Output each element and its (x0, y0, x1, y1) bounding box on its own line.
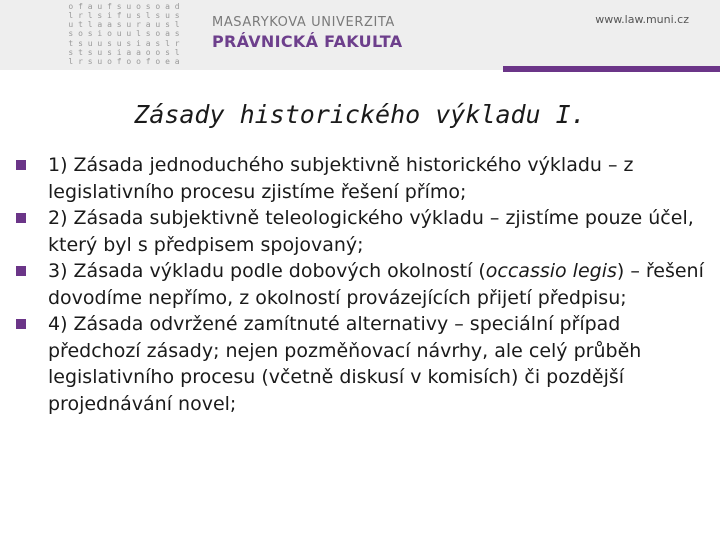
bullet-text-1: 1) Zásada jednoduchého subjektivně historického výkladu – z legislativního procesu zjistíme řešení přímo; (48, 154, 634, 203)
logo-glyph: t (68, 38, 74, 48)
logo-glyph: l (174, 20, 180, 30)
logo-glyph: u (87, 38, 93, 48)
logo-glyph: u (97, 2, 103, 11)
logo-glyph: o (155, 47, 161, 57)
logo-glyph: a (145, 20, 151, 30)
logo-glyph: i (136, 38, 141, 48)
logo-glyph: s (165, 20, 170, 30)
logo-glyph: o (155, 29, 161, 39)
logo-glyph: s (78, 38, 83, 48)
accent-bar (503, 66, 720, 72)
logo-glyph: t (78, 20, 83, 30)
logo-glyph: s (145, 2, 151, 11)
logo-glyph: s (107, 47, 112, 57)
logo-glyph: f (116, 56, 122, 66)
logo-glyph: s (87, 29, 93, 39)
logo-glyph: s (87, 56, 93, 66)
logo-glyph: i (97, 29, 103, 39)
logo-glyph: a (97, 20, 103, 30)
logo-glyph: u (116, 38, 122, 48)
logo-glyph: d (174, 2, 180, 11)
logo-glyph: l (68, 11, 74, 21)
bullet-item-1 (16, 152, 706, 205)
logo-glyph: o (136, 56, 141, 66)
logo-glyph: u (126, 11, 132, 21)
logo-glyph: l (165, 38, 170, 48)
logo-glyph: s (155, 11, 161, 21)
logo-glyph: s (165, 47, 170, 57)
logo-glyph: a (126, 47, 132, 57)
logo-glyph: s (155, 38, 161, 48)
logo-glyph: o (155, 56, 161, 66)
logo-glyph: l (87, 11, 93, 21)
logo-glyph: l (87, 20, 93, 30)
logo-glyph: u (155, 20, 161, 30)
logo-glyph: l (174, 47, 180, 57)
logo-glyph: t (78, 47, 83, 57)
bullet-item-3 (16, 258, 706, 311)
logo-glyph: e (165, 56, 170, 66)
bullet-text-3-italic: occassio legis (485, 260, 617, 282)
logo-glyph: s (116, 20, 122, 30)
logo-glyph: o (107, 56, 112, 66)
logo-glyph: u (97, 56, 103, 66)
university-logo-pattern (66, 2, 182, 66)
logo-glyph: s (136, 11, 141, 21)
bullet-square-icon (16, 160, 26, 170)
logo-glyph: u (97, 47, 103, 57)
logo-glyph: s (174, 11, 180, 21)
logo-glyph: o (155, 2, 161, 11)
logo-glyph: a (87, 2, 93, 11)
logo-glyph: f (145, 56, 151, 66)
bullet-text-4: 4) Zásada odvržené zamítnuté alternativy – speciální případ předchozí zásady; nejen pozměňovací návrhy, ale celý průběh legislativního procesu (včetně diskusí v komisích) či pozdější projednávání novel; (48, 313, 642, 415)
header-bar (0, 0, 720, 70)
logo-glyph: r (136, 20, 141, 30)
bullet-item-2 (16, 205, 706, 258)
logo-glyph: l (145, 11, 151, 21)
logo-glyph: u (165, 11, 170, 21)
logo-glyph: o (126, 56, 132, 66)
bullet-item-4 (16, 311, 706, 417)
logo-glyph: s (174, 29, 180, 39)
logo-glyph: a (145, 38, 151, 48)
logo-glyph: s (145, 29, 151, 39)
bullet-square-icon (16, 266, 26, 276)
logo-glyph: o (136, 2, 141, 11)
website-link[interactable]: www.law.muni.cz (595, 13, 689, 26)
logo-glyph: f (107, 2, 112, 11)
logo-glyph: a (107, 20, 112, 30)
logo-glyph: u (126, 20, 132, 30)
bullet-text-2: 2) Zásada subjektivně teleologického výkladu – zjistíme pouze účel, který byl s předpisem spojovaný; (48, 207, 694, 256)
logo-glyph: f (116, 11, 122, 21)
logo-glyph: f (78, 2, 83, 11)
logo-glyph: u (68, 20, 74, 30)
university-name: MASARYKOVA UNIVERZITA (212, 15, 395, 30)
logo-glyph: a (174, 56, 180, 66)
logo-glyph: u (126, 2, 132, 11)
logo-glyph: a (136, 47, 141, 57)
logo-glyph: o (145, 47, 151, 57)
logo-glyph: i (107, 11, 112, 21)
logo-glyph: s (68, 47, 74, 57)
logo-glyph: u (97, 38, 103, 48)
logo-glyph: s (68, 29, 74, 39)
logo-glyph: r (174, 38, 180, 48)
bullet-square-icon (16, 213, 26, 223)
bullet-square-icon (16, 319, 26, 329)
logo-glyph: s (97, 11, 103, 21)
logo-glyph: o (68, 2, 74, 11)
logo-glyph: s (116, 2, 122, 11)
logo-glyph: l (68, 56, 74, 66)
slide-title: Zásady historického výkladu I. (134, 100, 586, 129)
logo-glyph: s (87, 47, 93, 57)
bullet-text-3-pre: 3) Zásada výkladu podle dobových okolností ( (48, 260, 486, 282)
logo-glyph: a (165, 29, 170, 39)
logo-glyph: u (126, 29, 132, 39)
logo-glyph: r (78, 56, 83, 66)
logo-glyph: o (78, 29, 83, 39)
logo-glyph: s (126, 38, 132, 48)
logo-glyph: u (116, 29, 122, 39)
bullet-text-3-post: ) – řešení dovodíme nepřímo, z okolností provázejících přijetí předpisu; (48, 260, 704, 309)
logo-glyph: r (78, 11, 83, 21)
logo-glyph: a (165, 2, 170, 11)
logo-glyph: s (107, 38, 112, 48)
bullet-list (16, 152, 706, 417)
logo-glyph: l (136, 29, 141, 39)
logo-glyph: i (116, 47, 122, 57)
faculty-name: PRÁVNICKÁ FAKULTA (212, 32, 403, 51)
logo-glyph: o (107, 29, 112, 39)
